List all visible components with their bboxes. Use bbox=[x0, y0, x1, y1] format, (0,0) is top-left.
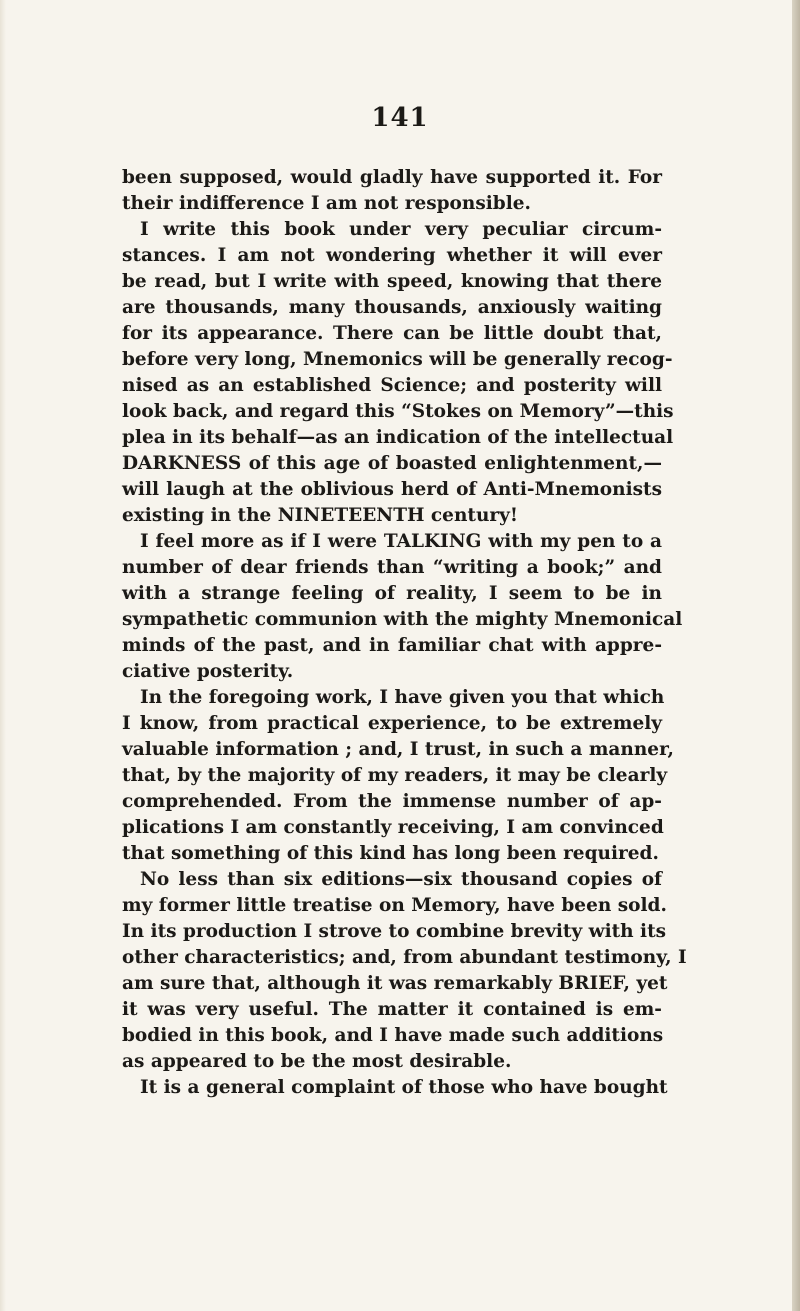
text-line: as appeared to be the most desirable. bbox=[122, 1051, 512, 1072]
text-line: DARKNESS of this age of boasted enlightenment,— bbox=[122, 453, 662, 474]
body-text bbox=[122, 165, 687, 1101]
text-line: No less than six editions—six thousand copies of bbox=[140, 869, 662, 890]
text-line: plea in its behalf—as an indication of the intellectual bbox=[122, 427, 674, 448]
text-line: I know, from practical experience, to be extremely bbox=[122, 713, 662, 734]
text-line: my former little treatise on Memory, have been sold. bbox=[122, 895, 667, 916]
text-line: look back, and regard this “Stokes on Memory”—this bbox=[122, 401, 674, 422]
text-line: be read, but I write with speed, knowing that there bbox=[122, 271, 662, 292]
text-line: minds of the past, and in familiar chat with appre- bbox=[122, 635, 662, 656]
text-line: will laugh at the oblivious herd of Anti-Mnemonists bbox=[122, 479, 662, 500]
text-line: that, by the majority of my readers, it may be clearly bbox=[122, 765, 668, 786]
text-line: valuable information ; and, I trust, in such a manner, bbox=[122, 739, 674, 760]
text-line: comprehended. From the immense number of ap- bbox=[122, 791, 662, 812]
text-line: that something of this kind has long been required. bbox=[122, 843, 659, 864]
text-line: bodied in this book, and I have made such additions bbox=[122, 1025, 664, 1046]
text-line: It is a general complaint of those who have bought bbox=[140, 1077, 668, 1098]
text-line: stances. I am not wondering whether it will ever bbox=[122, 245, 662, 266]
text-line: In its production I strove to combine brevity with its bbox=[122, 921, 667, 942]
text-line: with a strange feeling of reality, I seem to be in bbox=[122, 583, 662, 604]
text-line: number of dear friends than “writing a book;” and bbox=[122, 557, 662, 578]
page-right-edge bbox=[792, 0, 800, 1311]
text-line: I feel more as if I were TALKING with my pen to a bbox=[140, 531, 662, 552]
text-line: before very long, Mnemonics will be generally recog- bbox=[122, 349, 673, 370]
text-line: for its appearance. There can be little doubt that, bbox=[122, 323, 662, 344]
text-line: sympathetic communion with the mighty Mnemonical bbox=[122, 609, 683, 630]
text-line: other characteristics; and, from abundant testimony, I bbox=[122, 947, 687, 968]
page-number: 141 bbox=[371, 103, 429, 133]
text-line: existing in the NINETEENTH century! bbox=[122, 505, 519, 526]
text-line: their indifference I am not responsible. bbox=[122, 193, 531, 214]
text-line: am sure that, although it was remarkably BRIEF, yet bbox=[122, 973, 668, 994]
text-line: plications I am constantly receiving, I am convinced bbox=[122, 817, 664, 838]
text-line: been supposed, would gladly have supported it. For bbox=[122, 167, 662, 188]
page-left-edge bbox=[0, 0, 6, 1311]
text-line: In the foregoing work, I have given you that which bbox=[140, 687, 665, 708]
text-line: nised as an established Science; and posterity will bbox=[122, 375, 662, 396]
text-line: I write this book under very peculiar circum- bbox=[140, 219, 662, 240]
text-line: are thousands, many thousands, anxiously waiting bbox=[122, 297, 662, 318]
text-line: it was very useful. The matter it contained is em- bbox=[122, 999, 662, 1020]
text-line: ciative posterity. bbox=[122, 661, 294, 682]
